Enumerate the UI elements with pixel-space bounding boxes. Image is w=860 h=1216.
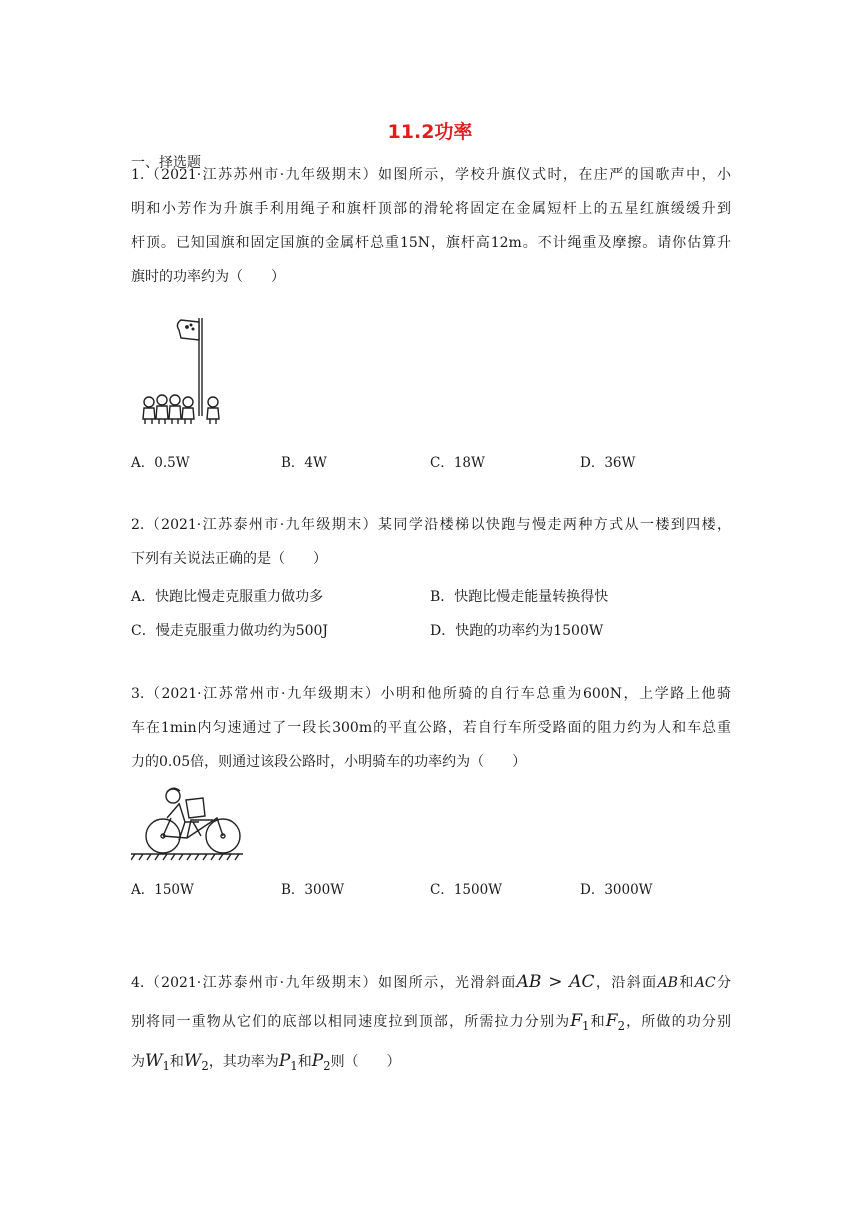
math-w1: W: [145, 1051, 163, 1071]
q3-option-a[interactable]: A．150W: [131, 882, 194, 898]
question-2-stem: [131, 508, 731, 576]
q1-option-b[interactable]: B．4W: [281, 455, 327, 471]
question-1-line: 1.（2021·江苏苏州市·九年级期末）如图所示，学校升旗仪式时，在庄严的国歌声中，小: [131, 167, 731, 183]
math-p1: P: [278, 1051, 291, 1071]
page-title: 11.2功率: [387, 121, 473, 143]
section-heading: 一、择选题: [131, 155, 201, 171]
question-3-line: 3.（2021·江苏常州市·九年级期末）小明和他所骑的自行车总重为600N，上学路上他骑: [131, 686, 731, 702]
question-3-stem: [131, 677, 731, 779]
q3-option-b[interactable]: B．300W: [281, 882, 345, 898]
question-4-line: 4.（2021·江苏泰州市·九年级期末）如图所示，光滑斜面AB > AC，沿斜面AB和AC分: [131, 972, 732, 992]
math-p2: P: [311, 1051, 324, 1071]
q2-option-a[interactable]: A．快跑比慢走克服重力做功多: [131, 589, 324, 605]
math-f2: F: [605, 1011, 618, 1031]
question-4-line: 别将同一重物从它们的底部以相同速度拉到顶部，所需拉力分别为$F_1$和$F_2$，所做的功分别: [131, 1011, 732, 1033]
q2-option-d[interactable]: D．快跑的功率约为1500W: [430, 623, 604, 639]
question-4-stem: [131, 965, 731, 1081]
question-1-line: 明和小芳作为升旗手利用绳子和旗杆顶部的滑轮将固定在金属短杆上的五星红旗缓缓升到: [131, 201, 731, 217]
q3-option-d[interactable]: D．3000W: [580, 882, 653, 898]
flag-raising-figure: [135, 316, 227, 426]
question-3-line: 车在1min内匀速通过了一段长300m的平直公路，若自行车所受路面的阻力约为人和车总重: [131, 720, 731, 736]
question-2-line: 下列有关说法正确的是（ ）: [131, 551, 327, 567]
q1-option-a[interactable]: A．0.5W: [131, 455, 190, 471]
math-ab-gt-ac: AB > AC: [516, 972, 595, 992]
question-1-line: 杆顶。已知国旗和固定国旗的金属杆总重15N，旗杆高12m。不计绳重及摩擦。请你估算升: [131, 235, 731, 251]
q2-option-b[interactable]: B．快跑比慢走能量转换得快: [430, 589, 609, 605]
math-w2: W: [183, 1051, 202, 1071]
question-1-line: 旗时的功率约为（ ）: [131, 269, 285, 285]
question-3-line: 力的0.05倍，则通过该段公路时，小明骑车的功率约为（ ）: [131, 754, 527, 770]
question-1-stem: [131, 158, 731, 294]
question-2-line: 2.（2021·江苏泰州市·九年级期末）某同学沿楼梯以快跑与慢走两种方式从一楼到四楼，: [131, 517, 731, 533]
q1-option-c[interactable]: C．18W: [430, 455, 485, 471]
cyclist-figure: [131, 778, 243, 864]
q1-option-d[interactable]: D．36W: [580, 455, 636, 471]
question-4-line: 为$W_1$和$W_2$，其功率为$P_1$和$P_2$则（ ）: [131, 1051, 401, 1073]
q2-option-c[interactable]: C．慢走克服重力做功约为500J: [131, 623, 329, 639]
math-f1: F: [570, 1011, 583, 1031]
q3-option-c[interactable]: C．1500W: [430, 882, 503, 898]
